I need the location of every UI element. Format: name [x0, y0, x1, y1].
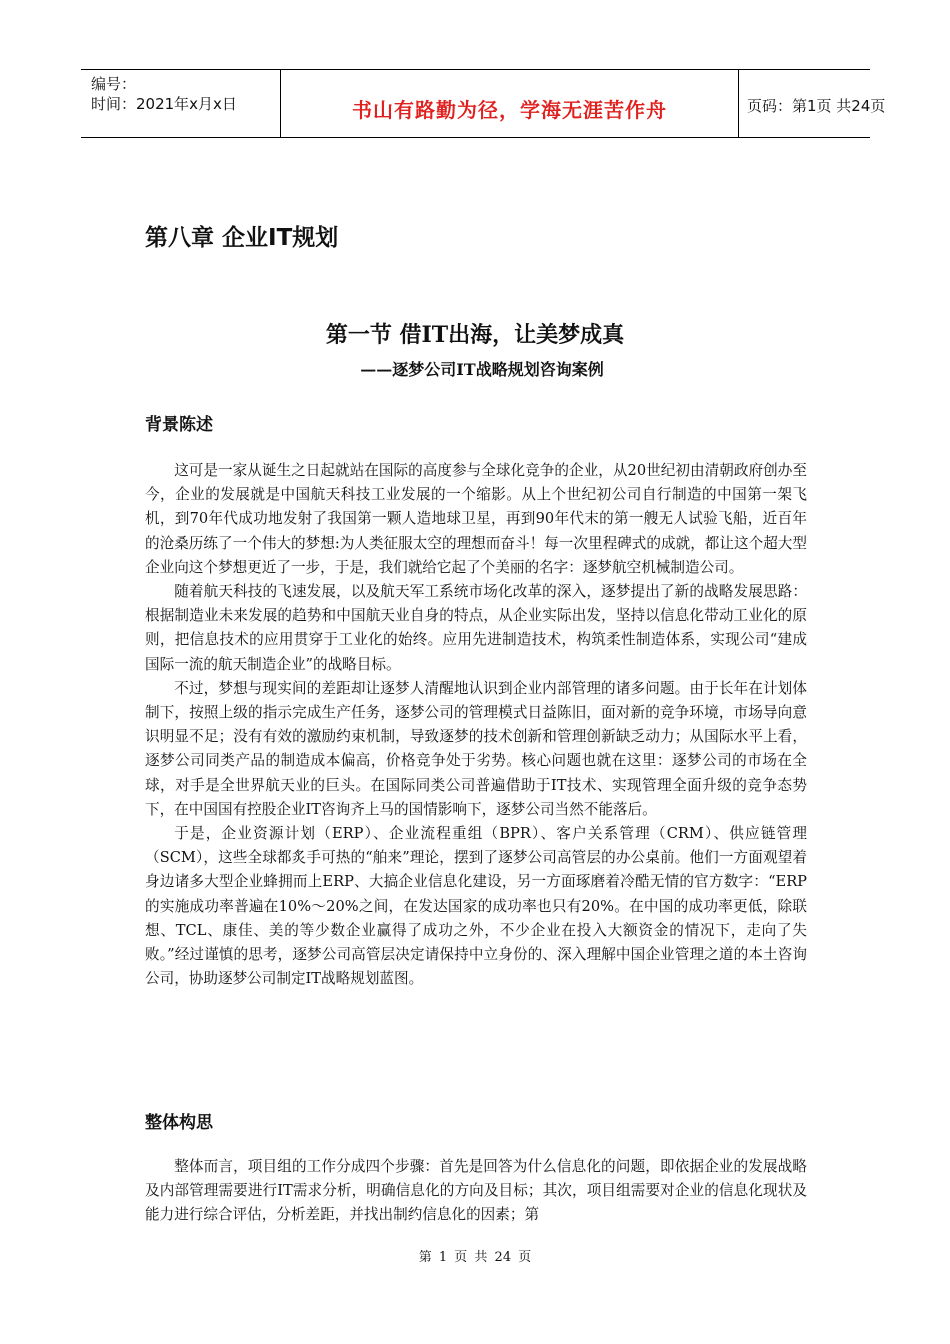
section-subtitle: ——逐梦公司IT战略规划咨询案例	[360, 360, 604, 379]
section-title: 第一节 借IT出海，让美梦成真	[325, 322, 625, 348]
header-table	[81, 69, 886, 138]
overall-heading: 整体构思	[145, 1113, 213, 1133]
motto: 书山有路勤为径，学海无涯苦作舟	[352, 98, 667, 122]
overall-body	[145, 1155, 807, 1228]
background-paragraph-4: 于是，企业资源计划（ERP）、企业流程重组（BPR）、客户关系管理（CRM）、供应链管理（SCM），这些全球都炙手可热的“舶来”理论，摆到了逐梦公司高管层的办公桌前。他们一方面观望着身边诸多大型企业蜂拥而上ERP、大搞企业信息化建设，另一方面琢磨着冷酷无情的官方数字：“ERP的实施成功率普遍在10%～20%之间，在发达国家的成功率也只有20%。在中国的成功率更低，除联想、TCL、康佳、美的等少数企业赢得了成功之外，不少企业在投入大额资金的情况下，走向了失败。”经过谨慎的思考，逐梦公司高管层决定请保持中立身份的、深入理解中国企业管理之道的本土咨询公司，协助逐梦公司制定IT战略规划蓝图。	[145, 825, 807, 988]
background-paragraph-2: 随着航天科技的飞速发展，以及航天军工系统市场化改革的深入，逐梦提出了新的战略发展思路：根据制造业未来发展的趋势和中国航天业自身的特点，从企业实际出发，坚持以信息化带动工业化的原则，把信息技术的应用贯穿于工业化的始终。应用先进制造技术，构筑柔性制造体系，实现公司“建成国际一流的航天制造企业”的战略目标。	[145, 583, 807, 673]
background-paragraph-3: 不过，梦想与现实间的差距却让逐梦人清醒地认识到企业内部管理的诸多问题。由于长年在计划体制下，按照上级的指示完成生产任务，逐梦公司的管理模式日益陈旧，面对新的竞争环境，市场导向意识明显不足；没有有效的激励约束机制，导致逐梦的技术创新和管理创新缺乏动力；从国际水平上看，逐梦公司同类产品的制造成本偏高，价格竞争处于劣势。核心问题也就在这里：逐梦公司的市场在全球，对手是全世界航天业的巨头。在国际同类公司普遍借助于IT技术、实现管理全面升级的竞争态势下，在中国国有控股企业IT咨询齐上马的国情影响下，逐梦公司当然不能落后。	[145, 679, 807, 818]
background-body	[145, 459, 807, 991]
background-heading: 背景陈述	[145, 415, 213, 435]
number-label: 编号：	[91, 75, 137, 93]
header-page-cell	[739, 70, 886, 137]
overall-paragraph-1: 整体而言，项目组的工作分成四个步骤：首先是回答为什么信息化的问题，即依据企业的发展战略及内部管理需要进行IT需求分析，明确信息化的方向及目标；其次，项目组需要对企业的信息化现状及能力进行综合评估，分析差距，并找出制约信息化的因素；第	[145, 1158, 807, 1224]
page-info: 页码：第1页 共24页	[747, 97, 886, 115]
header-meta-cell	[81, 70, 281, 137]
background-paragraph-1: 这可是一家从诞生之日起就站在国际的高度参与全球化竞争的企业，从20世纪初由清朝政府创办至今，企业的发展就是中国航天科技工业发展的一个缩影。从上个世纪初公司自行制造的中国第一架飞机，到70年代成功地发射了我国第一颗人造地球卫星，再到90年代末的第一艘无人试验飞船，近百年的沧桑历练了一个伟大的梦想:为人类征服太空的理想而奋斗！每一次里程碑式的成就，都让这个超大型企业向这个梦想更近了一步，于是，我们就给它起了个美丽的名字：逐梦航空机械制造公司。	[145, 462, 807, 576]
page-footer: 第 1 页 共 24 页	[418, 1250, 532, 1265]
chapter-title: 第八章 企业IT规划	[145, 225, 339, 251]
header-motto-cell	[281, 70, 739, 137]
time-label: 时间：2021年x月x日	[91, 95, 237, 113]
